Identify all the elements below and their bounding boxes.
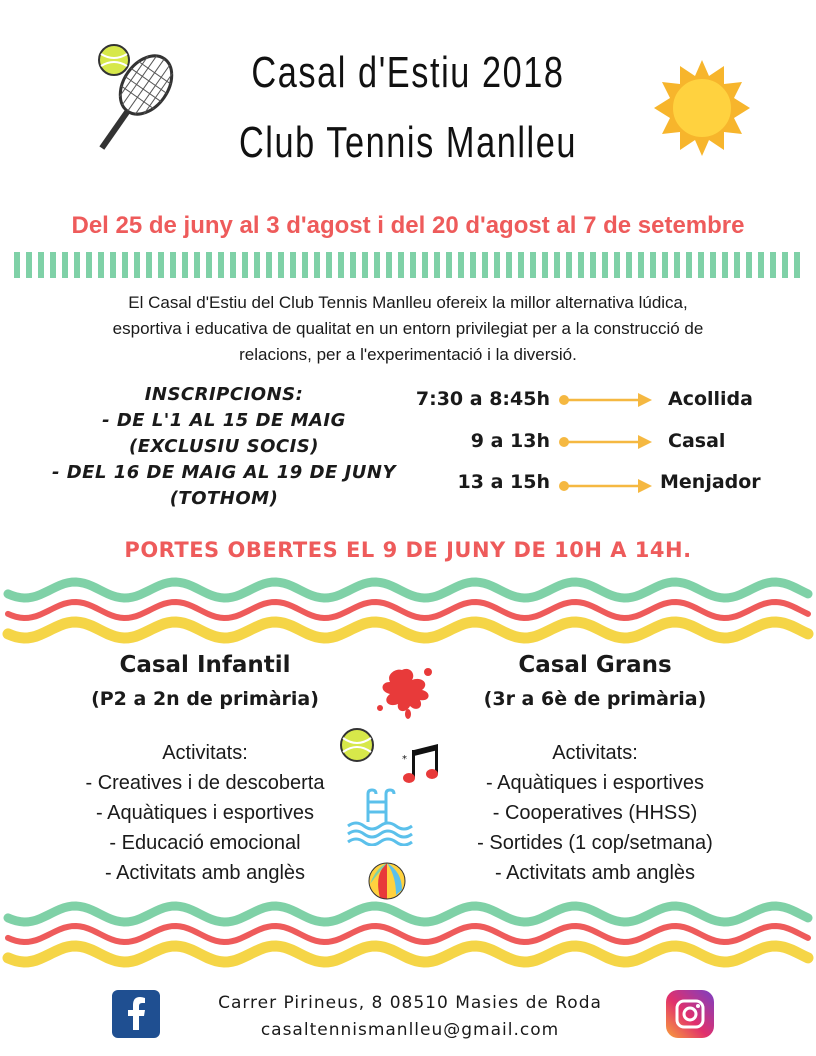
stripe [446,252,452,278]
stripe [110,252,116,278]
schedule-label: Acollida [668,388,753,410]
stripe [410,252,416,278]
inscriptions-heading: INSCRIPCIONS: [144,384,304,405]
stripe [650,252,656,278]
svg-text:*: * [402,754,407,765]
stripe [758,252,764,278]
casal-grans-activities [410,738,780,888]
activity-item: - Sortides (1 cop/setmana) [477,832,713,854]
stripe [170,252,176,278]
stripe [470,252,476,278]
stripe [506,252,512,278]
footer-contact [150,990,670,1044]
stripe [362,252,368,278]
stripe [782,252,788,278]
intro-paragraph [20,290,796,368]
stripe [734,252,740,278]
inscriptions-line: - DEL 16 DE MAIG AL 19 DE JUNY [51,462,396,483]
stripe [38,252,44,278]
stripe [194,252,200,278]
casal-grans-subtitle: (3r a 6è de primària) [483,688,707,710]
arrow-icon [556,476,656,496]
wave-decoration-bottom [0,896,816,976]
casal-grans-section [410,652,780,710]
stripe [638,252,644,278]
stripe [698,252,704,278]
activities-heading: Activitats: [162,742,248,764]
open-day-text: PORTES OBERTES EL 9 DE JUNY DE 10H A 14H. [124,538,692,562]
dates-text: Del 25 de juny al 3 d'agost i del 20 d'agost al 7 de setembre [71,212,745,239]
footer-address: Carrer Pirineus, 8 08510 Masies de Roda [218,993,602,1013]
schedule-time: 9 a 13h [470,430,550,452]
activity-item: - Aquàtiques i esportives [96,802,314,824]
stripe [434,252,440,278]
stripe [50,252,56,278]
stripe [422,252,428,278]
inscriptions-line: (TOTHOM) [169,488,279,509]
stripe [278,252,284,278]
activity-item: - Activitats amb anglès [104,862,306,884]
stripe [530,252,536,278]
arrow-icon [556,390,656,410]
stripe [710,252,716,278]
inscriptions-line: - DE L'1 AL 15 DE MAIG [102,410,346,431]
instagram-icon[interactable] [666,990,714,1038]
stripe [398,252,404,278]
page-title-line2: Club Tennis Manlleu [238,118,578,167]
stripe [158,252,164,278]
stripe [674,252,680,278]
stripe [26,252,32,278]
stripe [554,252,560,278]
schedule-label: Menjador [660,471,761,493]
stripe [626,252,632,278]
casal-infantil-section [20,652,390,710]
swimming-pool-icon [344,788,414,846]
stripe [314,252,320,278]
stripe [350,252,356,278]
stripe [230,252,236,278]
stripe [266,252,272,278]
stripe [134,252,140,278]
intro-line: relacions, per a l'experimentació i la diversió. [239,345,577,364]
stripe [254,252,260,278]
schedule-time: 7:30 a 8:45h [415,388,550,410]
stripe [794,252,800,278]
stripe [242,252,248,278]
activity-item: - Creatives i de descoberta [85,772,325,794]
stripe [302,252,308,278]
stripe [122,252,128,278]
stripe [458,252,464,278]
stripe [566,252,572,278]
stripe [746,252,752,278]
music-note-icon [400,742,444,788]
stripe-divider [14,252,802,278]
stripe [518,252,524,278]
stripe [206,252,212,278]
stripe [86,252,92,278]
stripe [146,252,152,278]
stripe [482,252,488,278]
paint-splash-icon [372,662,436,720]
stripe [326,252,332,278]
stripe [290,252,296,278]
stripe [182,252,188,278]
casal-infantil-subtitle: (P2 a 2n de primària) [91,688,319,710]
footer-email[interactable]: casaltennismanlleu@gmail.com [260,1020,560,1040]
stripe [602,252,608,278]
stripe [686,252,692,278]
stripe [386,252,392,278]
intro-line: El Casal d'Estiu del Club Tennis Manlleu ofereix la millor alternativa lúdica, [128,293,688,312]
inscriptions-line: (EXCLUSIU SOCIS) [129,436,319,457]
stripe [494,252,500,278]
stripe [14,252,20,278]
stripe [218,252,224,278]
inscriptions-block [14,382,434,512]
casal-infantil-activities [20,738,390,888]
activity-item: - Aquàtiques i esportives [486,772,704,794]
page-title-line1: Casal d'Estiu 2018 [251,48,565,97]
schedule-label: Casal [668,430,726,452]
stripe [578,252,584,278]
arrow-icon [556,432,656,452]
wave-decoration-top [0,572,816,652]
stripe [98,252,104,278]
stripe [74,252,80,278]
casal-grans-title: Casal Grans [518,652,672,678]
stripe [590,252,596,278]
stripe [770,252,776,278]
casal-infantil-title: Casal Infantil [119,652,291,678]
schedule-time: 13 a 15h [457,471,550,493]
activities-heading: Activitats: [552,742,638,764]
stripe [338,252,344,278]
intro-line: esportiva i educativa de qualitat en un entorn privilegiat per a la construcció de [112,319,704,338]
stripe [662,252,668,278]
stripe [542,252,548,278]
tennis-ball-icon [338,726,376,764]
activity-item: - Educació emocional [109,832,301,854]
stripe [614,252,620,278]
activity-item: - Cooperatives (HHSS) [492,802,698,824]
stripe [722,252,728,278]
stripe [62,252,68,278]
activity-item: - Activitats amb anglès [494,862,696,884]
stripe [374,252,380,278]
